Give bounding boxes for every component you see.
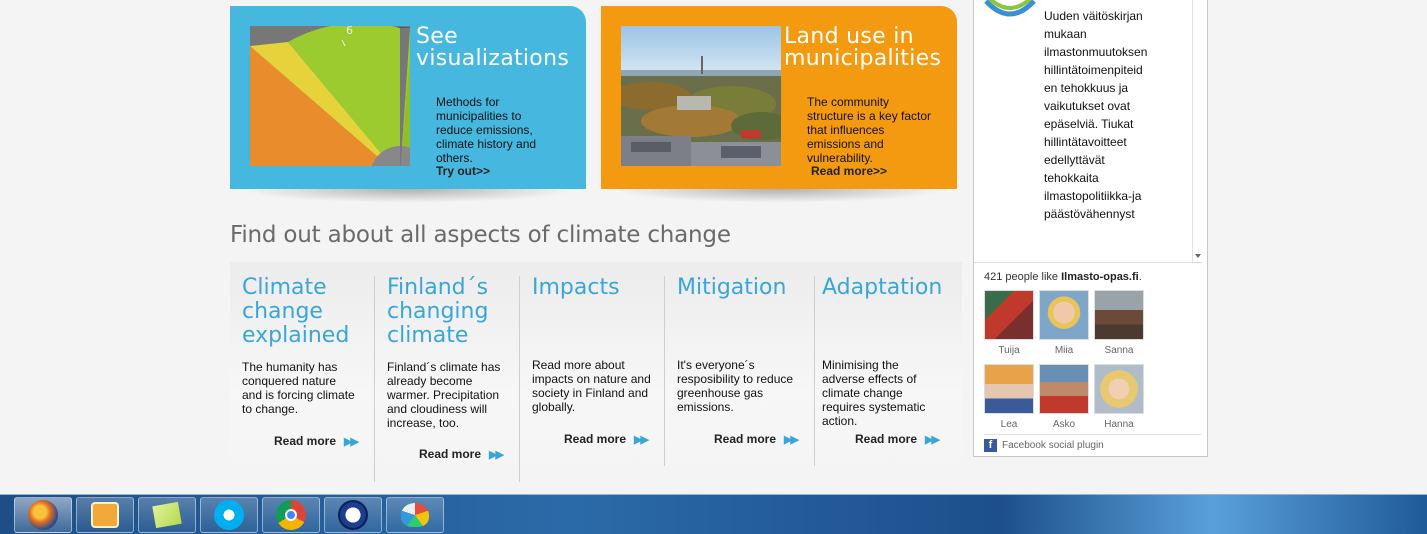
fan-name[interactable]: Lea <box>1000 419 1018 430</box>
double-arrow-icon: ▶▶ <box>344 436 357 448</box>
chrome-taskbar-button[interactable] <box>262 497 320 533</box>
fan-avatar[interactable] <box>1093 290 1145 356</box>
citrix-icon <box>338 500 368 530</box>
scrollbar[interactable] <box>1192 0 1202 263</box>
read-more-link[interactable]: Read more ▶▶ <box>855 432 938 446</box>
chrome-icon <box>276 500 306 530</box>
topic-text: It's everyone´s resposibility to reduce greenhouse gas emissions. <box>677 358 794 414</box>
topics-strip <box>230 262 962 482</box>
topic-text: Read more about impacts on nature and society in Finland and globally. <box>532 358 651 414</box>
topic-text: The humanity has conquered nature and is forcing climate to change. <box>242 360 355 416</box>
divider <box>519 276 520 482</box>
fan-avatar[interactable] <box>983 290 1035 356</box>
avatar[interactable] <box>984 364 1034 414</box>
section-heading: Find out about all aspects of climate change <box>230 222 731 248</box>
fan-avatar[interactable] <box>1093 364 1145 430</box>
double-arrow-icon: ▶▶ <box>634 434 647 446</box>
avatar[interactable] <box>1039 290 1089 340</box>
page-logo-icon <box>984 0 1036 23</box>
card-title <box>416 26 569 70</box>
fan-avatar[interactable] <box>983 364 1035 430</box>
facebook-post-text: Uuden väitöskirjan mukaan ilmastonmuutoksen hillintätoimenpiteiden tehokkuus ja vaikutukset ovat epäselviä. Tiukat hillintätavoitteet edellyttävät tehokkaita ilmastopolitiikka-ja päästövähennyst <box>1044 9 1148 221</box>
card-body: Methods for municipalities to reduce emissions, climate history and others. <box>436 95 537 165</box>
topic-climate-change-explained[interactable] <box>242 276 372 481</box>
gauge-label: 6 <box>346 26 353 37</box>
topic-adaptation[interactable] <box>822 276 962 481</box>
plugin-label[interactable]: Facebook social plugin <box>1002 440 1104 451</box>
page-name-link[interactable]: Ilmasto-opas.fi <box>1061 271 1139 283</box>
card-shadow <box>240 189 576 203</box>
fan-avatar[interactable] <box>1038 290 1090 356</box>
facebook-icon: f <box>984 439 997 452</box>
avatar[interactable] <box>1094 290 1144 340</box>
like-count: 421 people like Ilmasto-opas.fi. <box>984 271 1142 283</box>
visualizations-card[interactable] <box>230 6 586 189</box>
divider <box>374 276 375 482</box>
card-title-line2: visualizations <box>416 46 570 71</box>
avatar[interactable] <box>1039 364 1089 414</box>
fan-avatar[interactable] <box>1038 364 1090 430</box>
skype-taskbar-button[interactable] <box>200 497 258 533</box>
topic-title[interactable]: Adaptation <box>822 275 943 300</box>
like-count-text: 421 people like <box>984 271 1059 283</box>
facebook-plugin-footer <box>984 434 1201 452</box>
fan-name[interactable]: Asko <box>1052 419 1076 430</box>
avatar[interactable] <box>984 290 1034 340</box>
sticky-notes-icon <box>152 502 181 528</box>
paint-icon <box>401 503 429 527</box>
read-more-link[interactable]: Read more>> <box>811 164 888 178</box>
facebook-post-scroll-area[interactable] <box>974 0 1202 263</box>
topic-text: Finland´s climate has already become warmer. Precipitation and cloudiness will increase, too. <box>387 360 501 430</box>
outlook-icon <box>91 502 119 528</box>
avatar[interactable] <box>1094 364 1144 414</box>
topic-mitigation[interactable] <box>677 276 817 481</box>
outlook-taskbar-button[interactable] <box>76 497 134 533</box>
topic-title[interactable]: Mitigation <box>677 275 787 300</box>
sticky-notes-taskbar-button[interactable] <box>138 497 196 533</box>
card-title-line1: Land use in <box>784 24 914 49</box>
citrix-taskbar-button[interactable] <box>324 497 382 533</box>
card-title-line1: See <box>416 24 458 49</box>
paint-taskbar-button[interactable] <box>386 497 444 533</box>
topic-title[interactable]: Finland´s changing climate <box>387 275 489 348</box>
divider <box>814 276 815 466</box>
topic-title[interactable]: Climate change explained <box>242 275 350 348</box>
divider <box>664 276 665 466</box>
read-more-link[interactable]: Read more ▶▶ <box>714 432 797 446</box>
firefox-taskbar-button[interactable] <box>14 497 72 533</box>
skype-icon <box>214 500 244 530</box>
read-more-link[interactable]: Read more ▶▶ <box>564 432 647 446</box>
read-more-link[interactable]: Read more ▶▶ <box>419 447 502 461</box>
topic-finlands-changing-climate[interactable] <box>387 276 517 481</box>
double-arrow-icon: ▶▶ <box>489 449 502 461</box>
card-title <box>784 26 941 70</box>
fan-name[interactable]: Miia <box>1054 345 1074 356</box>
card-title-line2: municipalities <box>784 46 942 71</box>
windows-taskbar <box>0 494 1427 534</box>
facebook-like-box <box>973 0 1208 457</box>
read-more-link[interactable]: Read more ▶▶ <box>274 434 357 448</box>
fan-name[interactable]: Sanna <box>1104 345 1134 356</box>
topic-title[interactable]: Impacts <box>532 275 620 300</box>
firefox-icon <box>28 500 58 530</box>
card-body: The community structure is a key factor that influences emissions and vulnerability. <box>807 95 932 165</box>
city-aerial-image <box>621 26 781 166</box>
double-arrow-icon: ▶▶ <box>925 434 938 446</box>
fan-name[interactable]: Tuija <box>998 345 1020 356</box>
try-out-link[interactable]: Try out>> <box>436 164 491 178</box>
double-arrow-icon: ▶▶ <box>784 434 797 446</box>
pie-chart-image <box>250 26 410 166</box>
card-shadow <box>611 189 947 203</box>
topic-impacts[interactable] <box>532 276 662 481</box>
topic-text: Minimising the adverse effects of climate change requires systematic action. <box>822 358 926 428</box>
fan-name[interactable]: Hanna <box>1104 419 1134 430</box>
land-use-card[interactable] <box>601 6 957 189</box>
